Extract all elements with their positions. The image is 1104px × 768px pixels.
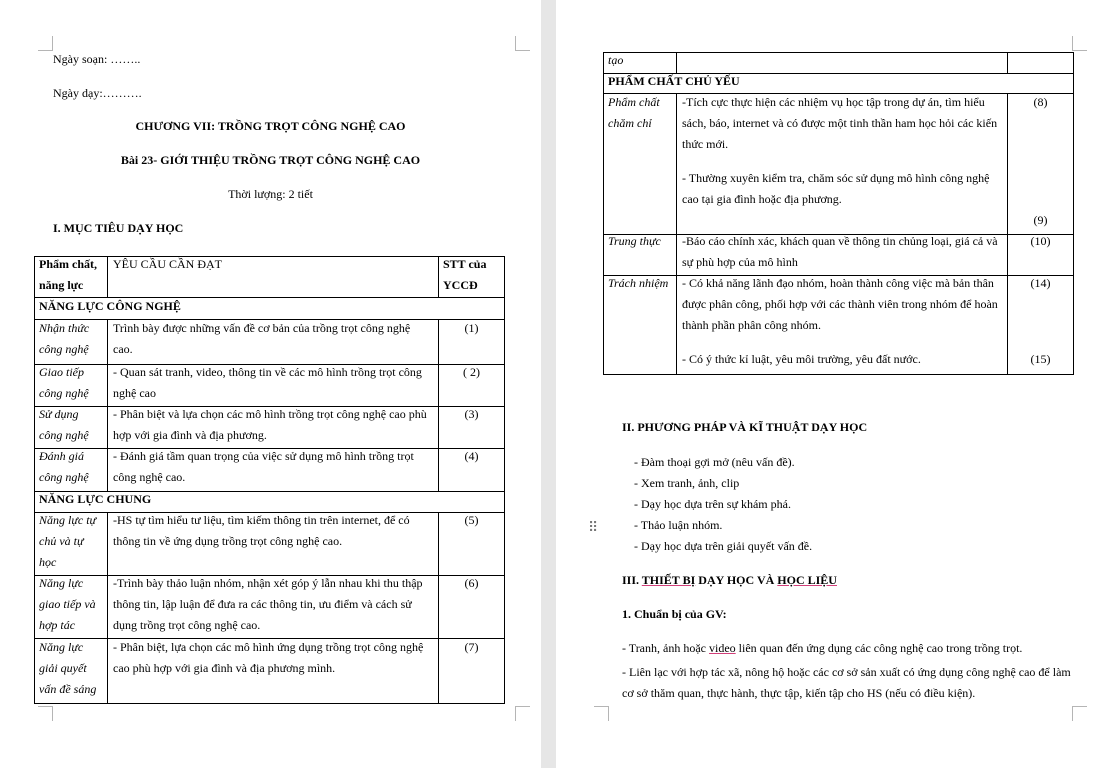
list-item: - Thảo luận nhóm.: [634, 518, 723, 532]
table-cell: thông tin, lập luận để đưa ra các thông tin, ưu điểm và cách sử: [113, 597, 412, 611]
header-cell: năng lực: [39, 278, 84, 292]
table-cell: - Phân biệt và lựa chọn các mô hình trồng trọt công nghệ cao phù: [113, 407, 427, 421]
header-cell: YCCĐ: [443, 278, 478, 292]
paragraph: - Liên lạc với hợp tác xã, nông hộ hoặc các cơ sở sản xuất có ứng dụng công nghệ cao để làm: [622, 665, 1071, 679]
table-cell: công nghệ: [39, 428, 89, 442]
table-cell: thức mới.: [682, 137, 729, 151]
table-cell: Trình bày được những vấn đề cơ bản của trồng trọt công nghệ: [113, 321, 411, 335]
table-cell: tạo: [608, 53, 624, 67]
heading-part: THIẾT BỊ: [641, 573, 696, 587]
crop-mark: [38, 706, 53, 721]
heading-part: HỌC LIỆU: [777, 573, 837, 587]
table-cell: cao phù hợp với gia đình và địa phương mình.: [113, 661, 336, 675]
section-heading: I. MỤC TIÊU DẠY HỌC: [53, 221, 184, 235]
table-cell: - Đánh giá tầm quan trọng của việc sử dụng mô hình trồng trọt: [113, 449, 414, 463]
list-item: - Dạy học dựa trên sự khám phá.: [634, 497, 791, 511]
table-cell: được phân công, phối hợp với các thành viên trong nhóm để hoàn: [682, 297, 998, 311]
lesson-title: Bài 23- GIỚI THIỆU TRỒNG TRỌT CÔNG NGHỆ CAO: [120, 153, 421, 167]
table-cell: chủ và tự: [39, 534, 84, 548]
table-cell: -HS tự tìm hiểu tư liệu, tìm kiếm thông tin trên internet, để có: [113, 513, 410, 527]
table-cell: nghệ cao: [113, 386, 156, 400]
table-cell: giao tiếp và: [39, 597, 96, 611]
heading-part: III.: [622, 573, 642, 587]
table-row: Giao tiếp: [39, 365, 84, 379]
crop-mark: [38, 36, 53, 51]
table-cell: thành phần phân công nhóm.: [682, 318, 821, 332]
document-page-right: [556, 0, 1104, 768]
table-row: Phẩm chất: [608, 95, 660, 109]
text-part: liên quan đến ứng dụng các công nghệ cao trong trồng trọt.: [735, 641, 1023, 655]
text-part: - Tranh, ảnh hoặc: [622, 641, 709, 655]
page-gutter: [541, 0, 556, 768]
table-cell: -Tích cực thực hiện các nhiệm vụ học tập trong dự án, tìm hiểu: [682, 95, 985, 109]
table-cell: - Có ý thức kỉ luật, yêu môi trường, yêu đất nước.: [682, 352, 921, 366]
table-cell: (8): [1033, 95, 1048, 109]
heading-part: DẠY HỌC VÀ: [695, 573, 778, 587]
table-row: Trung thực: [608, 234, 661, 248]
table-cell: (1): [464, 321, 479, 335]
list-item: - Xem tranh, ảnh, clip: [634, 476, 740, 490]
section-heading: [622, 574, 837, 586]
table-cell: - Phân biệt, lựa chọn các mô hình ứng dụng trồng trọt công nghệ: [113, 640, 424, 654]
table-cell: ( 2): [463, 365, 480, 379]
paragraph: [622, 642, 1022, 654]
paragraph: cơ sở thăm quan, thực hành, thực tập, kiến tập cho HS (nếu có điều kiện).: [622, 686, 976, 700]
table-cell: (5): [464, 513, 479, 527]
table-cell: (14): [1030, 276, 1051, 290]
table-cell: chăm chỉ: [608, 116, 652, 130]
table-cell: (15): [1030, 352, 1051, 366]
table-cell: (7): [464, 640, 479, 654]
table-row: Nhận thức: [39, 321, 90, 335]
crop-mark: [1072, 706, 1087, 721]
chapter-title: CHƯƠNG VII: TRỒNG TRỌT CÔNG NGHỆ CAO: [135, 119, 406, 133]
table-cell: giải quyết: [39, 661, 87, 675]
list-item: - Đàm thoại gợi mở (nêu vấn đề).: [634, 455, 795, 469]
table-cell: thông tin về ứng dụng trồng trọt công nghệ cao.: [113, 534, 343, 548]
crop-mark: [515, 36, 530, 51]
table-cell: (10): [1030, 234, 1051, 248]
header-cell: YÊU CẦU CẦN ĐẠT: [113, 257, 222, 271]
drag-handle-icon[interactable]: ⠿: [588, 520, 599, 536]
table-cell: (3): [464, 407, 479, 421]
table-cell: công nghệ: [39, 342, 89, 356]
table-cell: -Trình bày thảo luận nhóm, nhận xét góp ý lẫn nhau khi thu thập: [113, 576, 423, 590]
duration: Thời lượng: 2 tiết: [228, 187, 313, 201]
table-cell: (6): [464, 576, 479, 590]
table-cell: công nghệ cao.: [113, 470, 186, 484]
table-cell: cao.: [113, 342, 133, 356]
table-cell: vấn đề sáng: [39, 682, 97, 696]
table-row: Năng lực tự: [39, 513, 97, 527]
table-cell: hợp tác: [39, 618, 76, 632]
table-row: Sử dụng: [39, 407, 79, 421]
subsection-heading: 1. Chuẩn bị của GV:: [622, 607, 727, 621]
table-cell: -Báo cáo chính xác, khách quan về thông tin chủng loại, giá cả và: [682, 234, 998, 248]
teach-date: Ngày dạy:……….: [53, 86, 142, 100]
crop-mark: [594, 706, 609, 721]
table-row: Trách nhiệm: [608, 276, 669, 290]
group-row: NĂNG LỰC CÔNG NGHỆ: [39, 299, 181, 313]
list-item: - Dạy học dựa trên giải quyết vấn đề.: [634, 539, 813, 553]
table-cell: dụng trồng trọt công nghệ cao.: [113, 618, 261, 632]
table-cell: công nghệ: [39, 386, 89, 400]
table-cell: cao tại gia đình hoặc địa phương.: [682, 192, 842, 206]
table-cell: (9): [1033, 213, 1048, 227]
table-cell: - Quan sát tranh, video, thông tin về các mô hình trồng trọt công: [113, 365, 422, 379]
table-row: Đánh giá: [39, 449, 84, 463]
table-cell: hợp với gia đình và địa phương.: [113, 428, 267, 442]
table-row: Năng lực: [39, 640, 84, 654]
header-cell: STT của: [443, 257, 487, 271]
table-cell: công nghệ: [39, 470, 89, 484]
crop-mark: [1072, 36, 1087, 51]
text-part: video: [709, 641, 736, 655]
section-heading: II. PHƯƠNG PHÁP VÀ KĨ THUẬT DẠY HỌC: [622, 420, 868, 434]
table-row: Năng lực: [39, 576, 84, 590]
group-row: PHẨM CHẤT CHỦ YẾU: [608, 74, 740, 88]
document-page-left: [0, 0, 541, 768]
crop-mark: [515, 706, 530, 721]
table-cell: - Thường xuyên kiểm tra, chăm sóc sử dụng mô hình công nghệ: [682, 171, 990, 185]
prep-date: Ngày soạn: ……..: [53, 52, 141, 66]
table-cell: (4): [464, 449, 479, 463]
table-cell: sách, báo, internet và có được một tinh thần ham học hỏi các kiến: [682, 116, 998, 130]
group-row: NĂNG LỰC CHUNG: [39, 492, 152, 506]
table-cell: - Có khả năng lãnh đạo nhóm, hoàn thành công việc mà bản thân: [682, 276, 994, 290]
table-cell: học: [39, 555, 57, 569]
header-cell: Phẩm chất,: [39, 257, 97, 271]
table-cell: sự phù hợp của mô hình: [682, 255, 798, 269]
